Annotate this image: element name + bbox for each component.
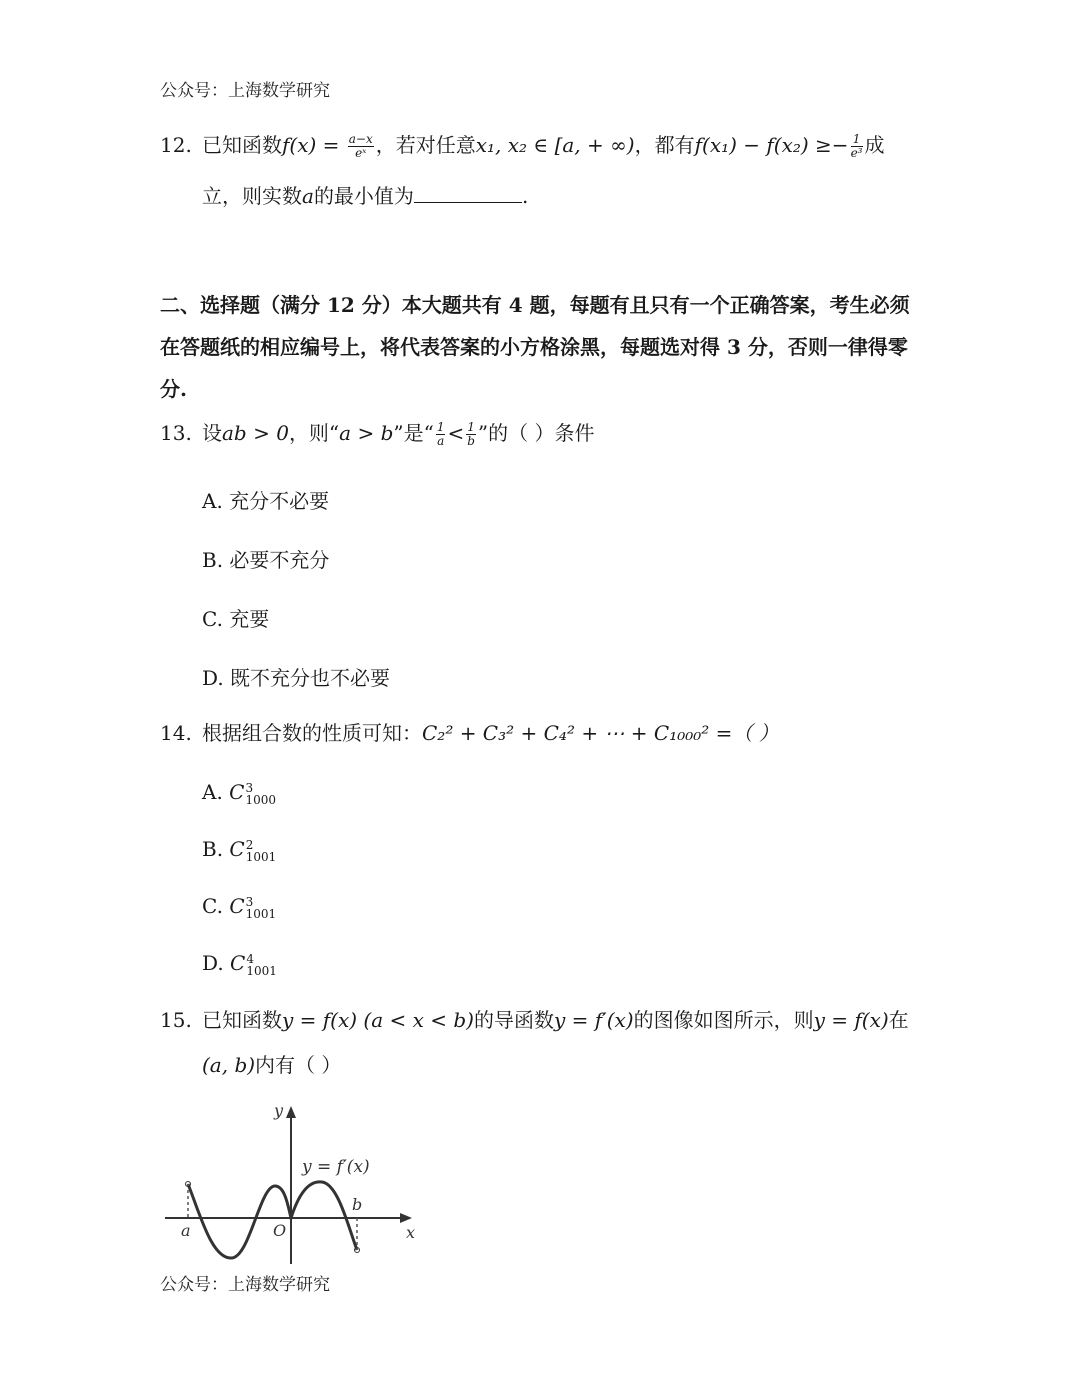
q12-frac2-num: 1 xyxy=(851,133,863,147)
a-label: a xyxy=(181,1221,191,1240)
q13-f2-den: b xyxy=(467,434,475,449)
q12-frac-den: eˣ xyxy=(355,146,367,161)
q13-fraction-a xyxy=(436,421,446,448)
q12-line2-a: 立，则实数 xyxy=(202,184,302,208)
x-axis-arrow xyxy=(400,1213,412,1223)
q13-option-b[interactable]: B. 必要不充分 xyxy=(202,548,330,572)
combination-sub: 1000 xyxy=(245,792,277,807)
option-label: C. xyxy=(202,894,223,918)
q12-var-a: a xyxy=(302,184,314,208)
q13-option-d[interactable]: D. 既不充分也不必要 xyxy=(202,666,391,690)
q14-text: 根据组合数的性质可知： xyxy=(202,721,422,745)
q13-f2-num: 1 xyxy=(467,420,475,434)
q12-text-1: 已知函数 xyxy=(202,133,282,158)
answer-blank[interactable] xyxy=(414,184,522,203)
option-label: B. xyxy=(202,837,224,861)
q15-expr-1: y = f(x) (a < x < b) xyxy=(282,1008,474,1032)
derivative-graph-figure xyxy=(160,1096,430,1266)
combination-sup: 3 xyxy=(245,894,254,909)
q12-frac-num: a−x xyxy=(348,132,373,146)
q15-expr-2: y = f′(x) xyxy=(553,1008,634,1032)
y-axis-arrow xyxy=(286,1106,296,1118)
q13-fraction-b xyxy=(466,421,476,448)
origin-label: O xyxy=(273,1221,287,1240)
combination-sup: 4 xyxy=(246,951,254,966)
combination-term: C 2 1001 xyxy=(229,837,277,864)
option-label: A. xyxy=(202,780,223,804)
combination-sup: 3 xyxy=(245,780,254,795)
combination-sub: 1001 xyxy=(246,963,277,978)
x-axis-label: x xyxy=(406,1223,416,1242)
q12-fraction xyxy=(348,133,374,160)
q15-text-4: 在 xyxy=(888,1008,909,1032)
q12-frac2-den: e³ xyxy=(850,146,863,161)
q12-text-3: ，都有 xyxy=(634,133,695,158)
combination-sub: 1001 xyxy=(245,906,277,921)
question-15 xyxy=(160,1008,920,1032)
curve-label: y = f′(x) xyxy=(302,1157,370,1177)
b-label: b xyxy=(352,1195,363,1214)
q13-option-c[interactable]: C. 充要 xyxy=(202,607,270,631)
q12-line2-end: . xyxy=(521,184,529,208)
q15-expr-3: y = f(x) xyxy=(813,1008,889,1032)
q13-condition: ab > 0 xyxy=(222,421,289,446)
q15-text-3: 的图像如图所示，则 xyxy=(633,1008,814,1032)
q13-text-1: 设 xyxy=(202,421,222,446)
combination-sub: 1001 xyxy=(245,849,277,864)
q14-option-b[interactable] xyxy=(202,837,276,863)
section-2-instructions: 二、选择题（满分 12 分）本大题共有 4 题，每题有且只有一个正确答案，考生必须在答题纸的相应编号上，将代表答案的小方格涂黑，每题选对得 3 分，否则一律得零分. xyxy=(160,293,910,401)
option-label: D. xyxy=(202,951,224,975)
q13-option-a[interactable]: A. 充分不必要 xyxy=(202,489,330,513)
q13-f1-den: a xyxy=(437,434,445,449)
q12-text-4: 成 xyxy=(864,133,885,158)
q12-inequality: f(x₁) − f(x₂) ≥− xyxy=(694,133,849,158)
question-13 xyxy=(160,421,920,448)
q15-line2-text: 内有（ ） xyxy=(255,1053,342,1077)
q12-text-2: ，若对任意 xyxy=(375,133,476,158)
question-14 xyxy=(160,721,920,745)
q14-option-d[interactable] xyxy=(202,951,277,977)
question-15-line2 xyxy=(202,1049,341,1078)
q15-text-2: 的导函数 xyxy=(473,1008,554,1032)
q14-expression: C₂² + C₃² + C₄² + ⋯ + C₁₀₀₀² =（ ） xyxy=(422,721,779,745)
q12-fraction-2 xyxy=(851,133,863,160)
combination-sup: 2 xyxy=(245,837,254,852)
question-number: 12. xyxy=(160,133,192,158)
q13-less-than: < xyxy=(447,421,465,446)
derivative-curve xyxy=(188,1182,357,1258)
q15-text-1: 已知函数 xyxy=(202,1008,282,1032)
footer-note: 公众号：上海数学研究 xyxy=(160,1275,330,1295)
q13-text-2: ，则“ xyxy=(288,421,340,446)
q13-text-3: ”是“ xyxy=(393,421,434,446)
q13-f1-num: 1 xyxy=(436,420,445,434)
question-12-line2 xyxy=(202,180,528,209)
combination-term: C 4 1001 xyxy=(230,951,277,978)
y-axis-label: y xyxy=(274,1101,284,1120)
q12-vars: x₁, x₂ ∈ [a, + ∞) xyxy=(475,133,635,158)
question-number: 15. xyxy=(160,1008,192,1032)
question-12 xyxy=(160,133,920,160)
combination-term: C 3 1000 xyxy=(229,780,277,807)
q12-function: f(x) = xyxy=(282,133,340,158)
header-note: 公众号：上海数学研究 xyxy=(160,81,330,101)
q14-option-a[interactable] xyxy=(202,780,276,806)
question-number: 14. xyxy=(160,721,192,745)
question-number: 13. xyxy=(160,421,192,446)
q13-text-4: ”的（ ）条件 xyxy=(477,421,595,446)
q14-option-c[interactable] xyxy=(202,894,276,920)
q15-line2-expr: (a, b) xyxy=(202,1053,256,1077)
combination-term: C 3 1001 xyxy=(229,894,277,921)
q12-line2-b: 的最小值为 xyxy=(313,184,414,208)
q13-relation: a > b xyxy=(339,421,394,446)
